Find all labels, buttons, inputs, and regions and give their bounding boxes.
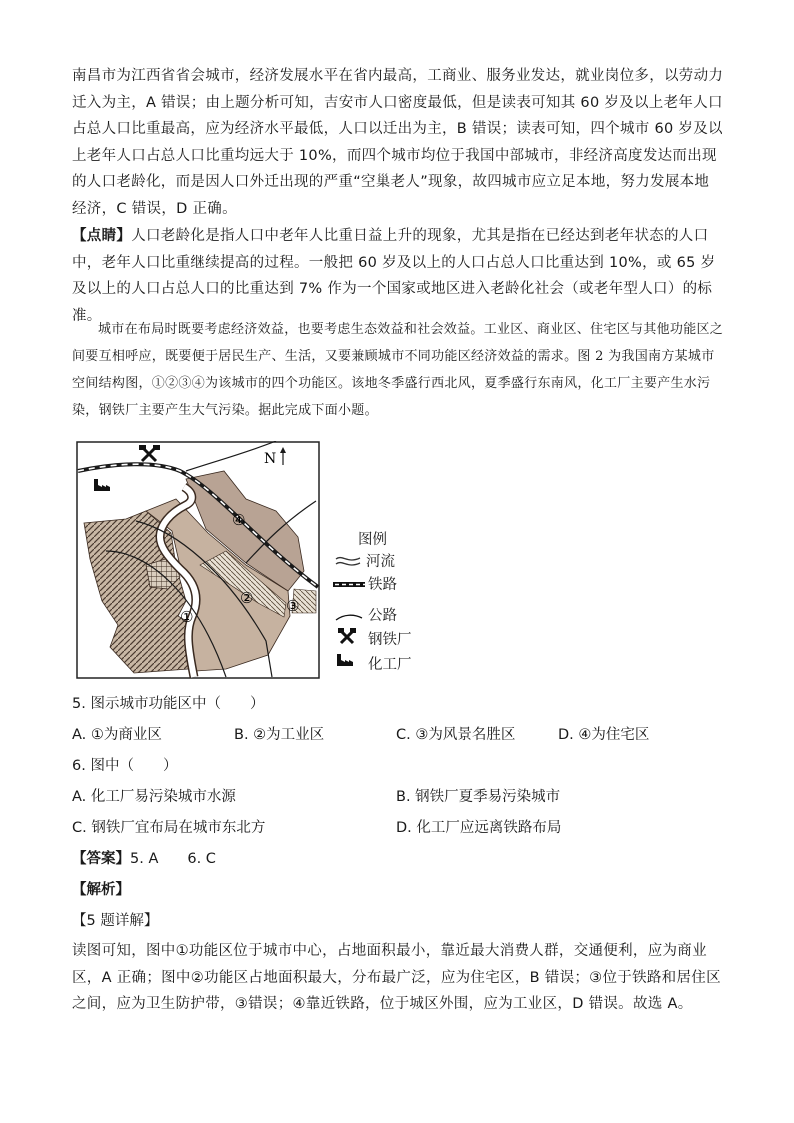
map-legend xyxy=(330,526,440,676)
legend-highway: 公路 xyxy=(368,608,397,624)
q5-stem: 5. 图示城市功能区中（ ） xyxy=(72,696,265,712)
q6-option-b: B. 钢铁厂夏季易污染城市 xyxy=(396,789,561,805)
q5-option-c: C. ③为风景名胜区 xyxy=(396,727,516,743)
material-paragraph: 城市在布局时既要考虑经济效益，也要考虑生态效益和社会效益。工业区、商业区、住宅区与其他功能区之间要互相呼应，既要便于居民生产、生活，又要兼顾城市不同功能区经济效益的需求。图 2 为我国南方某城市空间结构图，①②③④为该城市的四个功能区。该地冬季盛行西北风，夏季盛行东南风，化工厂主要产生水污染，钢铁厂主要产生大气污染。据此完成下面小题。 xyxy=(72,322,724,418)
q5-option-d: D. ④为住宅区 xyxy=(558,727,650,743)
answer-text: 5. A 6. C xyxy=(130,851,216,867)
tip-paragraph xyxy=(72,223,724,329)
legend-chemical: 化工厂 xyxy=(368,657,412,673)
q5-option-a: A. ①为商业区 xyxy=(72,727,162,743)
q6-stem: 6. 图中（ ） xyxy=(72,758,178,774)
tip-label: 【点睛】 xyxy=(72,228,132,244)
q6-option-d: D. 化工厂应远离铁路布局 xyxy=(396,820,562,836)
analysis-label: 【解析】 xyxy=(72,882,130,898)
zone-4-label: ④ xyxy=(232,511,246,529)
north-label: N xyxy=(264,451,277,467)
legend-title: 图例 xyxy=(358,532,387,548)
answer-label: 【答案】 xyxy=(72,851,130,867)
zone-3-label: ③ xyxy=(286,597,300,615)
railway-legend-icon xyxy=(332,581,366,589)
q6-option-c: C. 钢铁厂宜布局在城市东北方 xyxy=(72,820,266,836)
q6-option-a: A. 化工厂易污染城市水源 xyxy=(72,789,236,805)
steel-legend-icon xyxy=(338,628,356,646)
q5-option-b: B. ②为工业区 xyxy=(234,727,325,743)
tip-text: 人口老龄化是指人口中老年人比重日益上升的现象，尤其是指在已经达到老年状态的人口中，老年人口比重继续提高的过程。一般把 60 岁及以上的人口占总人口比重达到 10%，或 65 岁及以上的人口占总人口的比重达到 7% 作为一个国家或地区进入老龄化社会（或老年型人口）的标准。 xyxy=(72,228,716,324)
highway-legend-icon xyxy=(334,612,364,622)
answer-line xyxy=(72,847,216,868)
legend-river: 河流 xyxy=(366,554,395,570)
zone-2-label: ② xyxy=(240,589,254,607)
detail-paragraph: 读图可知，图中①功能区位于城市中心，占地面积最小，靠近最大消费人群，交通便利，应为商业区，A 正确；图中②功能区占地面积最大，分布最广泛，应为住宅区，B 错误；③位于铁路和居住区之间，应为卫生防护带，③错误；④靠近铁路，位于城区外围，应为工业区，D 错误。故选 A。 xyxy=(72,943,721,1012)
city-structure-map xyxy=(76,441,320,679)
legend-railway: 铁路 xyxy=(368,577,397,593)
detail-label: 【5 题详解】 xyxy=(72,913,159,929)
zone-1-label: ① xyxy=(180,608,194,626)
analysis-paragraph: 南昌市为江西省省会城市，经济发展水平在省内最高，工商业、服务业发达，就业岗位多，以劳动力迁入为主，A 错误；由上题分析可知，吉安市人口密度最低，但是读表可知其 60 岁及以上老年人口占总人口比重最高，应为经济水平最低，人口以迁出为主，B 错误；读表可知，四个城市 60 岁及以上老年人口占总人口比重均远大于 10%，而四个城市均位于我国中部城市，非经济高度发达而出现的人口老龄化，而是因人口外迁出现的严重“空巢老人”现象，故四城市应立足本地，努力发展本地经济，C 错误，D 正确。 xyxy=(72,68,724,217)
chemical-legend-icon xyxy=(336,653,358,667)
legend-steel: 钢铁厂 xyxy=(368,632,412,648)
river-legend-icon xyxy=(334,554,362,568)
